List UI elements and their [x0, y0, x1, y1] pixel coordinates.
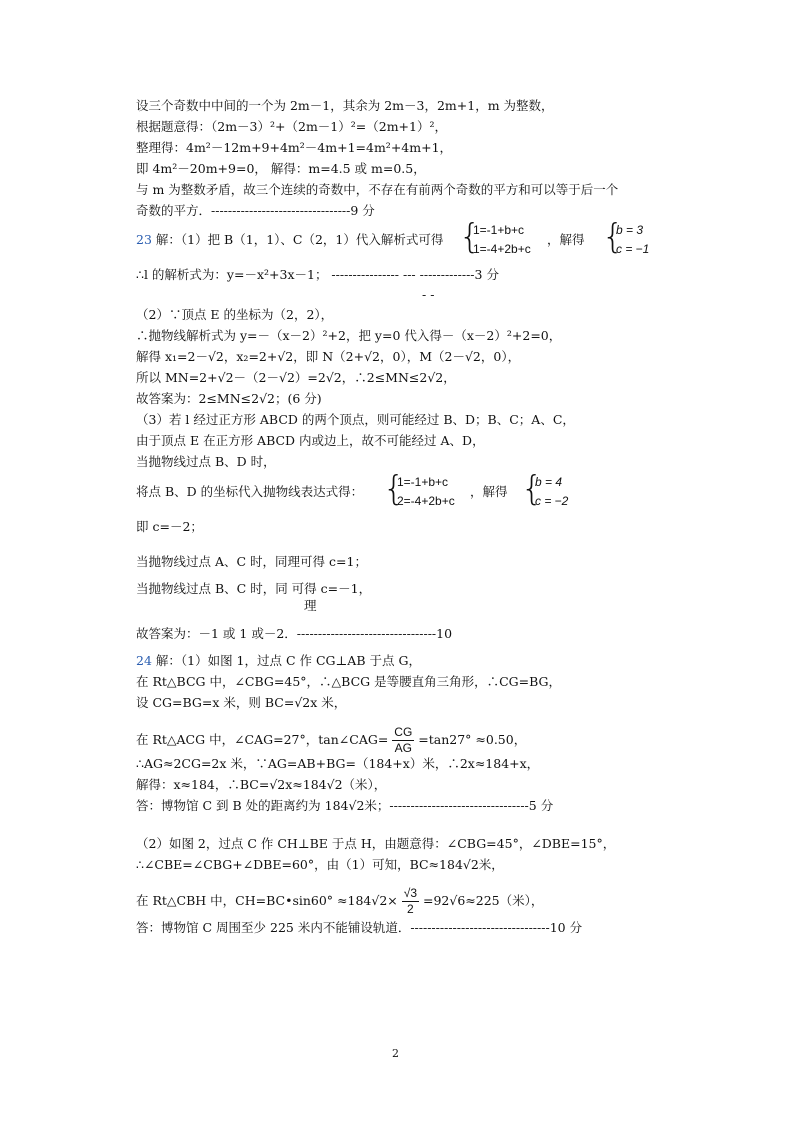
- text-line: 在 Rt△BCG 中，∠CBG=45°，∴△BCG 是等腰直角三角形，∴CG=BG，: [136, 674, 562, 689]
- question-number: 23: [136, 232, 152, 247]
- dash-mark: - -: [422, 287, 435, 302]
- fraction: [402, 886, 419, 917]
- fraction: [392, 725, 414, 756]
- solution-row: c = −2: [535, 494, 569, 508]
- fraction-denominator: 2: [407, 902, 414, 916]
- text-line: 答：博物馆 C 到 B 处的距离约为 184√2米；---------------------------------5 分: [136, 798, 554, 813]
- brace-icon: {: [602, 217, 624, 257]
- question-number: 24: [136, 653, 152, 668]
- solve-label: ，解得: [547, 232, 585, 247]
- equation-row: 2=-4+2b+c: [397, 494, 455, 508]
- text-line: 答：博物馆 C 周围至少 225 米内不能铺设轨道．---------------------------------10 分: [136, 920, 583, 935]
- q24-intro: 24 解：（1）如图 1，过点 C 作 CG⊥AB 于点 G，: [136, 653, 421, 668]
- q23-intro: 23 解：（1）把 B（1，1）、C（2，1）代入解析式可得: [136, 232, 444, 247]
- text-line: 即 4m²－20m+9=0， 解得：m=4.5 或 m=0.5，: [136, 161, 426, 176]
- brace-icon: {: [383, 469, 405, 509]
- text-line: ∴AG≈2CG=2x 米，∵AG=AB+BG=（184+x）米，∴2x≈184+x，: [136, 756, 540, 771]
- brace-icon: {: [459, 217, 481, 257]
- text-line: （3）若 l 经过正方形 ABCD 的两个顶点，则可能经过 B、D；B、C；A、C，: [136, 412, 575, 427]
- text-line: 将点 B、D 的坐标代入抛物线表达式得：: [136, 484, 364, 499]
- text-line: 设三个奇数中中间的一个为 2m－1，其余为 2m－3，2m+1，m 为整数，: [136, 98, 554, 113]
- text-line: 解得：x≈184，∴BC=√2x≈184√2（米），: [136, 777, 387, 792]
- text-line: 所以 MN=2+√2－（2－√2）=2√2，∴2≤MN≤2√2，: [136, 370, 456, 385]
- solution-row: b = 3: [616, 223, 644, 237]
- text-line: 当抛物线过点 B、D 时，: [136, 454, 276, 469]
- text-line: （2）如图 2，过点 C 作 CH⊥BE 于点 H，由题意得：∠CBG=45°，∠DBE=15°，: [136, 836, 616, 851]
- text-line: 即 c=－2；: [136, 519, 203, 534]
- fraction-denominator: AG: [394, 741, 412, 755]
- brace-icon: {: [521, 469, 543, 509]
- text-line: 当抛物线过点 B、C 时，同 可得 c=－1，: [136, 581, 372, 596]
- tan-line: 在 Rt△ACG 中，∠CAG=27°，tan∠CAG= $\frac{CG}{AG}$ =tan27° ≈0.50，: [136, 725, 527, 755]
- equation-row: 1=-4+2b+c: [473, 242, 531, 256]
- text-line: 设 CG=BG=x 米，则 BC=√2x 米，: [136, 695, 347, 710]
- text-line: 解得 x₁=2－√2，x₂=2+√2，即 N（2+√2，0），M（2－√2，0），: [136, 349, 521, 364]
- solution-row: c = −1: [616, 242, 650, 256]
- text-fragment: 理: [304, 598, 317, 613]
- page-number: 2: [392, 1047, 399, 1060]
- text-line: ∴抛物线解析式为 y=－（x－2）²+2，把 y=0 代入得－（x－2）²+2=0，: [136, 328, 562, 343]
- equation-row: 1=-1+b+c: [473, 223, 525, 237]
- text-line: ∴l 的解析式为：y=－x²+3x－1； ---------------- --- -------------3 分: [136, 267, 499, 282]
- fraction-numerator: CG: [394, 725, 413, 739]
- solve-label: ，解得: [470, 484, 508, 499]
- equation-row: 1=-1+b+c: [397, 475, 449, 489]
- text-line: 奇数的平方．---------------------------------9 分: [136, 203, 375, 218]
- fraction-numerator: √3: [403, 886, 418, 900]
- solution-row: b = 4: [535, 475, 563, 489]
- sin-line: 在 Rt△CBH 中，CH=BC•sin60° ≈184√2× $\frac{√3}{2}$ =92√6≈225（米），: [136, 886, 544, 916]
- text-line: 故答案为：2≤MN≤2√2；(6 分): [136, 391, 322, 406]
- text-line: ∴∠CBE=∠CBG+∠DBE=60°，由（1）可知，BC≈184√2米，: [136, 857, 504, 872]
- text-line: 由于顶点 E 在正方形 ABCD 内或边上，故不可能经过 A、D，: [136, 433, 485, 448]
- text-line: 与 m 为整数矛盾，故三个连续的奇数中，不存在有前两个奇数的平方和可以等于后一个: [136, 182, 619, 197]
- text-line: 故答案为：－1 或 1 或－2．---------------------------------10: [136, 626, 453, 641]
- text-line: 当抛物线过点 A、C 时，同理可得 c=1；: [136, 554, 367, 569]
- text-line: 根据题意得：（2m－3）²+（2m－1）²=（2m+1）²，: [136, 119, 447, 134]
- text-line: （2）∵顶点 E 的坐标为（2，2），: [136, 307, 334, 322]
- text-line: 整理得：4m²－12m+9+4m²－4m+1=4m²+4m+1，: [136, 140, 453, 155]
